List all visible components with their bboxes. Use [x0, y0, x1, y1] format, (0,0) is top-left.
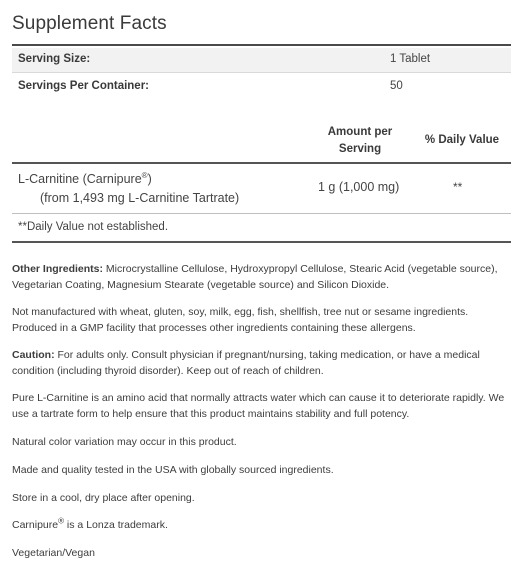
tartrate-statement: Pure L-Carnitine is an amino acid that normally attracts water which can cause it to deteriorate rapidly. We use a tartrate form to help ensure that this product maintains stability and full potency. — [12, 392, 505, 420]
page-title: Supplement Facts — [12, 13, 167, 34]
bottom-divider — [12, 241, 511, 243]
serving-size-value: 1 Tablet — [390, 53, 431, 65]
serving-size-row — [12, 48, 511, 72]
storage-statement: Store in a cool, dry place after opening. — [12, 492, 195, 504]
ingredient-name: L-Carnitine (Carnipure®) (from 1,493 mg L-Carnitine Tartrate) — [18, 170, 239, 208]
serving-size-label: Serving Size: — [18, 53, 91, 65]
servings-per-container-label: Servings Per Container: — [18, 80, 150, 92]
made-in-usa-statement: Made and quality tested in the USA with globally sourced ingredients. — [12, 464, 334, 476]
trademark-statement: Carnipure® is a Lonza trademark. — [12, 516, 168, 531]
servings-per-container-row — [12, 73, 511, 99]
amount-per-serving-header: Amount per Serving — [327, 126, 393, 155]
ingredient-amount: 1 g (1,000 mg) — [318, 180, 400, 194]
daily-value-header: % Daily Value — [424, 134, 500, 146]
allergen-statement: Not manufactured with wheat, gluten, soy, milk, egg, fish, shellfish, tree nut or sesame ingredients. Produced in a GMP facility that processes other ingredients containing these allergens. — [12, 306, 469, 334]
caution-statement: Caution: For adults only. Consult physician if pregnant/nursing, taking medication, or have a medical condition (including thyroid disorder). Keep out of reach of children. — [12, 349, 480, 377]
diet-statement: Vegetarian/Vegan — [12, 547, 95, 559]
servings-per-container-value: 50 — [390, 80, 403, 92]
ingredient-source: (from 1,493 mg L-Carnitine Tartrate) — [40, 191, 240, 205]
daily-value-footnote: **Daily Value not established. — [18, 221, 169, 233]
color-variation-statement: Natural color variation may occur in this product. — [12, 436, 237, 448]
row-divider — [12, 213, 511, 214]
header-divider — [12, 162, 511, 164]
other-ingredients: Other Ingredients: Microcrystalline Cellulose, Hydroxypropyl Cellulose, Stearic Acid (vegetable source), Vegetarian Coating, Magnesium Stearate (vegetable source) and Silicon Dioxide. — [12, 263, 498, 291]
ingredient-daily-value: ** — [453, 180, 463, 194]
title-divider — [12, 44, 511, 46]
